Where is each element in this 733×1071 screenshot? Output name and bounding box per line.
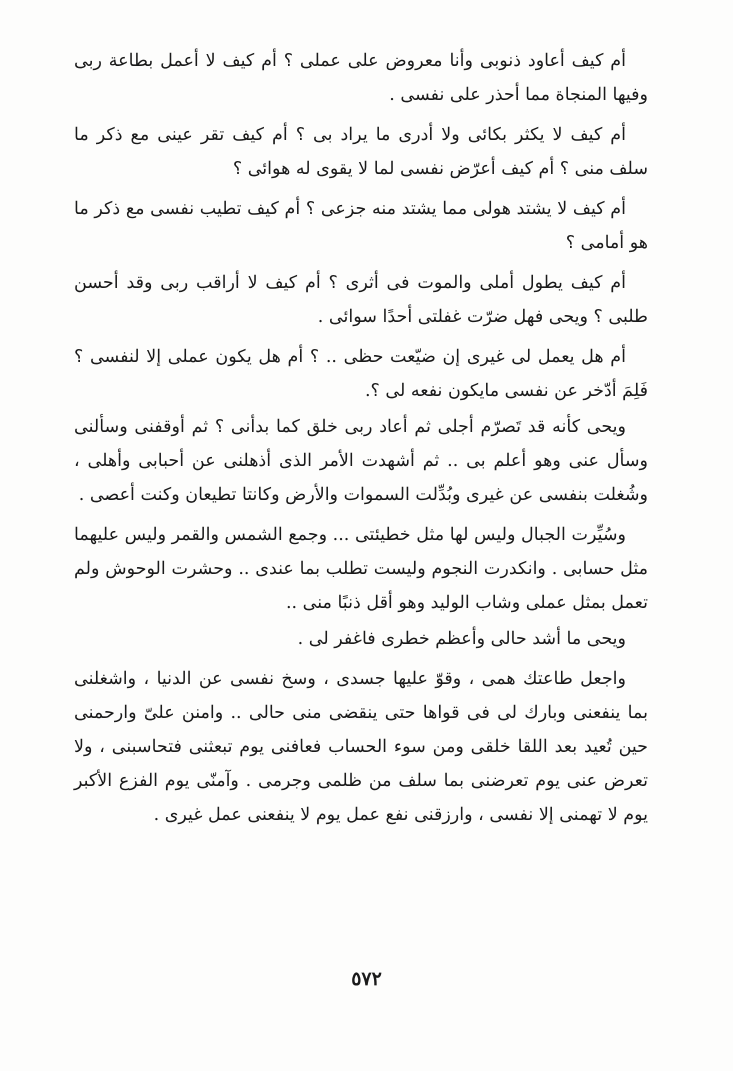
paragraph-8: ويحى ما أشد حالى وأعظم خطرى فاغفر لى . — [297, 629, 626, 649]
body-text — [74, 44, 648, 838]
paragraph-4: أم كيف يطول أملى والموت فى أثرى ؟ أم كيف لا أراقب ربى وقد أحسن طلبى ؟ ويحى فهل ضرّت غفلتى أحدًا سوائى . — [74, 273, 648, 327]
paragraph-9: واجعل طاعتك همى ، وقوّ عليها جسدى ، وسخ نفسى عن الدنيا ، واشغلنى بما ينفعنى وبارك لى فى قواها حتى ينقضى منى حالى .. وامنن علىّ وارحمنى حين تُعيد بعد اللقا خلقى ومن سوء الحساب فعافنى يوم تبعثنى فتحاسبنى ، ولا تعرض عنى يوم تعرضنى بما سلف من ظلمى وجرمى . وآمنّى يوم الفزع الأكبر يوم لا تهمنى إلا نفسى ، وارزقنى نفع عمل يوم لا ينفعنى عمل غيرى . — [74, 669, 648, 825]
paragraph-7: وسُيِّرت الجبال وليس لها مثل خطيئتى ... وجمع الشمس والقمر وليس عليهما مثل حسابى . وانكدرت النجوم وليست تطلب بما عندى .. وحشرت الوحوش ولم تعمل بمثل عملى وشاب الوليد وهو أقل ذنبًا منى .. — [74, 525, 648, 613]
paragraph-1: أم كيف أعاود ذنوبى وأنا معروض على عملى ؟ أم كيف لا أعمل بطاعة ربى وفيها المنجاة مما أحذر على نفسى . — [74, 51, 648, 105]
paragraph-3: أم كيف لا يشتد هولى مما يشتد منه جزعى ؟ أم كيف تطيب نفسى مع ذكر ما هو أمامى ؟ — [74, 199, 648, 253]
paragraph-6: ويحى كأنه قد تَصرّم أجلى ثم أعاد ربى خلق كما بدأنى ؟ ثم أوقفنى وسألنى وسأل عنى وهو أعلم بى .. ثم أشهدت الأمر الذى أذهلنى عن أحبابى وأهلى ، وشُغلت بنفسى عن غيرى وبُدِّلت السموات والأرض وكانتا تطيعان وكنت أعصى . — [74, 417, 648, 505]
paragraph-2: أم كيف لا يكثر بكائى ولا أدرى ما يراد بى ؟ أم كيف تقر عينى مع ذكر ما سلف منى ؟ أم كيف أعرّض نفسى لما لا يقوى له هوائى ؟ — [74, 125, 648, 179]
paragraph-5: أم هل يعمل لى غيرى إن ضيّعت حظى .. ؟ أم هل يكون عملى إلا لنفسى ؟ فَلِمَ أدّخر عن نفسى مايكون نفعه لى ؟. — [74, 347, 648, 401]
page-number: ٥٧٢ — [351, 968, 382, 990]
